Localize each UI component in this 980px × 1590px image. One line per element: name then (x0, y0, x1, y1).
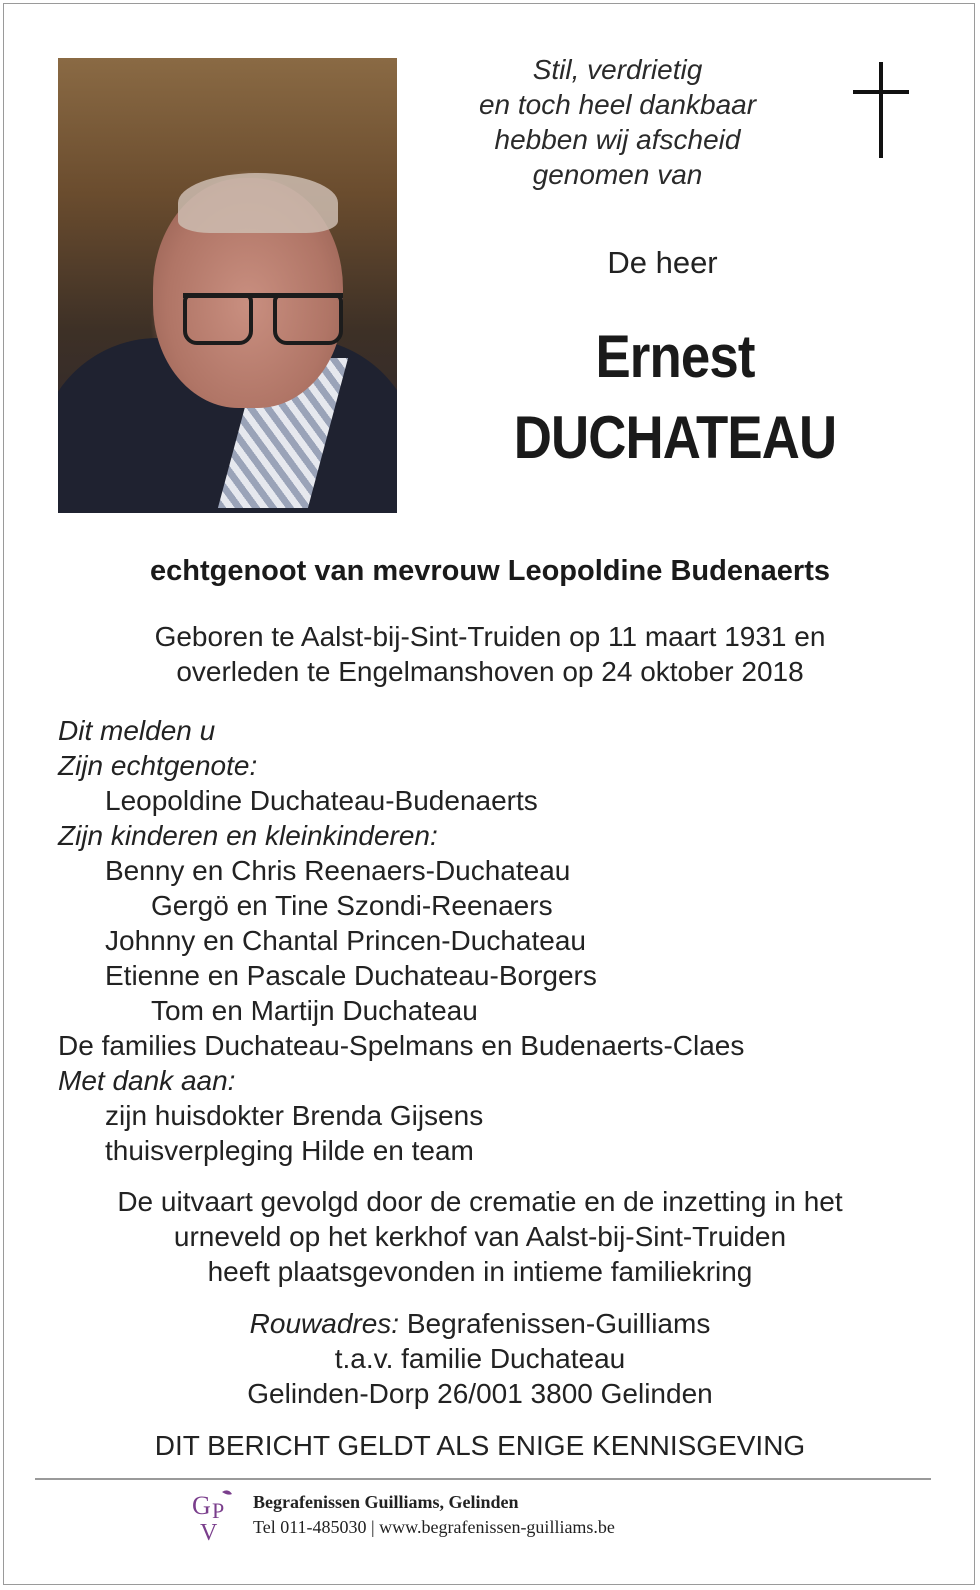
footer-company: Begrafenissen Guilliams, Gelinden (253, 1492, 519, 1512)
birth-death-info (40, 619, 940, 689)
thanks-label: Met dank aan: (58, 1065, 236, 1096)
grandchild-entry: Tom en Martijn Duchateau (151, 995, 478, 1026)
child-entry: Etienne en Pascale Duchateau-Borgers (105, 960, 597, 991)
logo-letter-v: V (200, 1520, 218, 1544)
intro-line: Stil, verdrietig (532, 54, 703, 85)
logo-letter-g: G (192, 1491, 211, 1520)
child-entry: Johnny en Chantal Princen-Duchateau (105, 925, 586, 956)
address-line-1: Begrafenissen-Guilliams (406, 1308, 711, 1339)
children-label: Zijn kinderen en kleinkinderen: (58, 820, 438, 851)
spouse-line: echtgenoot van mevrouw Leopoldine Budenaerts (150, 555, 830, 587)
photo-glasses (183, 293, 343, 348)
funeral-info (40, 1184, 920, 1289)
funeral-line: urneveld op het kerkhof van Aalst-bij-Sint-Truiden (173, 1221, 787, 1252)
address-label: Rouwadres: (249, 1308, 400, 1339)
footer-divider (35, 1478, 931, 1480)
logo-flower-icon (222, 1490, 232, 1494)
photo-hair (178, 173, 338, 233)
spouse-name: Leopoldine Duchateau-Budenaerts (105, 785, 538, 816)
died-line: overleden te Engelmanshoven op 24 oktober 2018 (176, 656, 804, 687)
latin-cross-icon (853, 62, 909, 158)
grandchild-entry: Gergö en Tine Szondi-Reenaers (151, 890, 553, 921)
born-line: Geboren te Aalst-bij-Sint-Truiden op 11 maart 1931 en (154, 621, 826, 652)
announcers-list (58, 713, 938, 1168)
announcers-intro: Dit melden u (58, 715, 216, 746)
child-entry: Benny en Chris Reenaers-Duchateau (105, 855, 571, 886)
notice-statement: DIT BERICHT GELDT ALS ENIGE KENNISGEVING (154, 1430, 806, 1461)
footer-contact: Tel 011-485030 | www.begrafenissen-guilliams.be (253, 1517, 615, 1537)
honorific-title: De heer (607, 245, 718, 280)
logo-letter-p: P (212, 1498, 225, 1523)
intro-text (440, 52, 795, 192)
condolence-address (40, 1306, 920, 1411)
funeral-line: De uitvaart gevolgd door de crematie en de inzetting in het (117, 1186, 843, 1217)
intro-line: en toch heel dankbaar (478, 89, 757, 120)
intro-line: hebben wij afscheid (494, 124, 741, 155)
deceased-first-name: Ernest (595, 323, 755, 390)
deceased-last-name: DUCHATEAU (513, 404, 837, 471)
thanks-entry: zijn huisdokter Brenda Gijsens (105, 1100, 484, 1131)
portrait-photo (58, 58, 397, 513)
spouse-label: Zijn echtgenote: (58, 750, 258, 781)
families-line: De families Duchateau-Spelmans en Budenaerts-Claes (58, 1030, 745, 1061)
intro-line: genomen van (532, 159, 703, 190)
funeral-line: heeft plaatsgevonden in intieme familiekring (207, 1256, 753, 1287)
address-line-2: t.a.v. familie Duchateau (334, 1343, 626, 1374)
thanks-entry: thuisverpleging Hilde en team (105, 1135, 474, 1166)
funeral-home-logo (190, 1488, 242, 1544)
address-line-3: Gelinden-Dorp 26/001 3800 Gelinden (247, 1378, 713, 1409)
